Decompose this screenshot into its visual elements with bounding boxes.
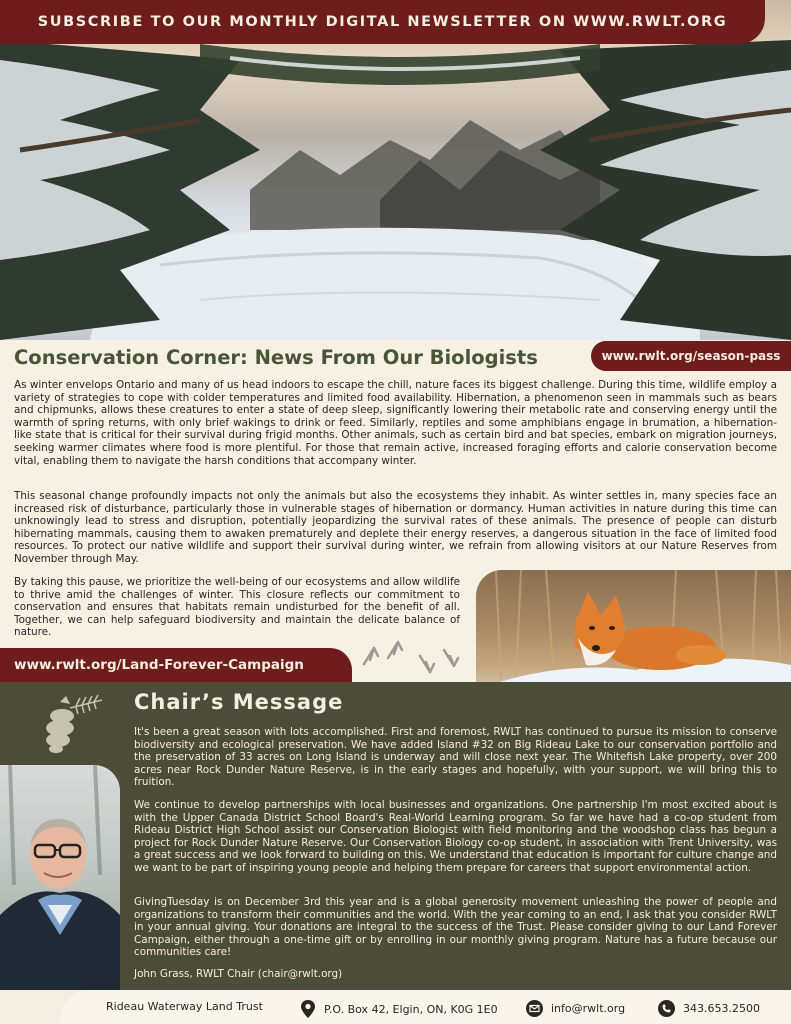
chair-signature: John Grass, RWLT Chair (chair@rwlt.org) [134, 968, 343, 980]
footer-address [300, 1000, 498, 1018]
conservation-paragraph-3: By taking this pause, we prioritize the well-being of our ecosystems and allow wildlife to thrive amid the challenges of winter. This closure reflects our commitment to conservation and ensures that habitats remain undisturbed for the benefit of all. Together, we can help safeguard biodiversity and maintain the delicate balance of nature. [14, 576, 460, 639]
conservation-title: Conservation Corner: News From Our Biologists [14, 346, 538, 369]
email-icon [526, 1000, 543, 1017]
bird-tracks-icon [356, 636, 466, 680]
hero-image [0, 0, 791, 340]
footer-email[interactable] [526, 1000, 625, 1017]
location-pin-icon [300, 1000, 316, 1018]
chair-paragraph-2: We continue to develop partnerships with local businesses and organizations. One partnership I'm most excited about is with the Upper Canada District School Board's Real-World Learning program. So far we have had a co-op student from Rideau District High School assist our Conservation Biologist with field monitoring and the woodshop class has begun a project for Rock Dunder Nature Reserve. Our Conservation Biology co-op student, in association with Trent University, was a great success and we look forward to building on this. We understand that education is important for culture change and we want to be part of inspiring young people and helping them prepare for careers that support environmental action. [134, 799, 777, 874]
pinecone-icon [40, 694, 106, 754]
chair-paragraph-3: GivingTuesday is on December 3rd this year and is a global generosity movement unleashing the power of people and organizations to transform their communities and the world. With the year coming to an end, I ask that you consider RWLT in your annual giving. Your donations are integral to the success of the Trust. Please consider giving to our Land Forever Campaign, either through a one-time gift or by enrolling in our monthly giving program. Nature has a future because our communities care! [134, 896, 777, 959]
footer-email-text: info@rwlt.org [551, 1002, 626, 1015]
newsletter-banner[interactable] [0, 0, 765, 44]
footer-org [106, 1000, 263, 1013]
chair-paragraph-1: It's been a great season with lots accomplished. First and foremost, RWLT has continued to pursue its mission to conserve biodiversity and ecological preservation. We have added Island #32 on Big Rideau Lake to our conservation portfolio and the preservation of 33 acres on Long Island is underway and will close next year. The Whitefish Lake property, over 200 acres near Rock Dunder Nature Reserve, is in the early stages and hopefully, with your support, we will bring this to fruition. [134, 726, 777, 789]
season-pass-link[interactable]: www.rwlt.org/season-pass [591, 341, 791, 371]
footer-phone[interactable] [658, 1000, 760, 1017]
footer-address-text: P.O. Box 42, Elgin, ON, K0G 1E0 [324, 1002, 498, 1016]
footer-org-name: Rideau Waterway Land Trust [106, 1000, 263, 1013]
chair-title: Chair’s Message [134, 690, 344, 714]
newsletter-banner-text: SUBSCRIBE TO OUR MONTHLY DIGITAL NEWSLETTER ON WWW.RWLT.ORG [37, 14, 728, 30]
chair-portrait [0, 765, 120, 990]
phone-icon [658, 1000, 675, 1017]
land-forever-campaign-link[interactable]: www.rwlt.org/Land-Forever-Campaign [0, 648, 352, 682]
conservation-paragraph-2: This seasonal change profoundly impacts not only the animals but also the ecosystems they inhabit. As winter settles in, many species face an increased risk of disturbance, particularly those in vulnerable stages of hibernation or dormancy. Human activities in nature during this time can unknowingly lead to stress and disruption, potentially jeopardizing the survival rates of these animals. The presence of people can disturb hibernating mammals, causing them to awaken prematurely and deplete their energy reserves, a dangerous situation in the face of limited food resources. To protect our native wildlife and support their survival during winter, we refrain from allowing visitors at our Nature Reserves from November through May. [14, 490, 777, 565]
footer-phone-text: 343.653.2500 [683, 1002, 760, 1015]
conservation-paragraph-1: As winter envelops Ontario and many of us head indoors to escape the chill, nature faces its biggest challenge. During this time, wildlife employ a variety of strategies to cope with colder temperatures and limited food availability. Hibernation, a phenomenon seen in mammals such as bears and chipmunks, allows these creatures to enter a state of deep sleep, significantly lowering their metabolic rate and conserving energy until the warmth of spring returns, with only brief wakings to drink or feed. Similarly, reptiles and some amphibians engage in brumation, a hibernation-like state that is critical for their survival during frigid months. Other animals, such as certain bird and bat species, embark on migration journeys, seeking warmer climates where food is more plentiful. For those that remain active, increased foraging efforts and calorie conservation become vital, enabling them to navigate the harsh conditions that accompany winter. [14, 379, 777, 467]
